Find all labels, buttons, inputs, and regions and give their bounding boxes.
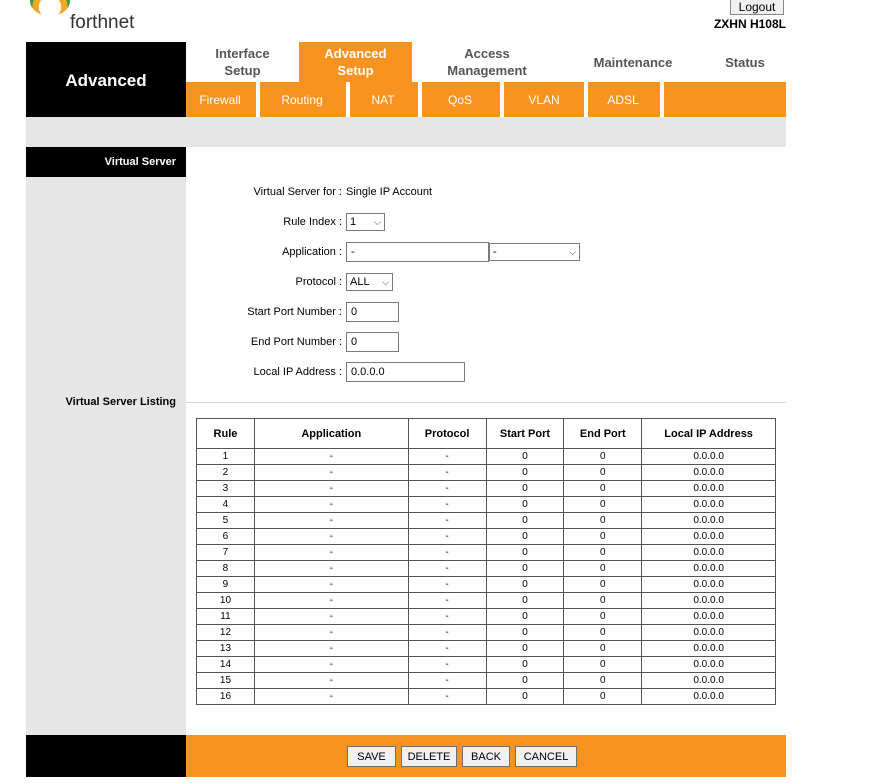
end-port-label: End Port Number : [250,336,342,348]
cell-start-port: 0 [486,545,564,561]
cell-end-port: 0 [564,577,642,593]
brand-name: forthnet [70,12,135,33]
content-top-bar [26,117,786,147]
cell-start-port: 0 [486,673,564,689]
virtual-server-table [196,418,776,705]
cell-local-ip: 0.0.0.0 [642,609,776,625]
cell-end-port: 0 [564,673,642,689]
table-row [197,657,776,673]
cell-protocol: - [408,673,486,689]
cell-protocol: - [408,689,486,705]
cell-local-ip: 0.0.0.0 [642,577,776,593]
chevron-down-icon: ⌵ [382,276,389,287]
tab-interface-setup[interactable] [186,42,299,82]
left-column [26,147,186,735]
cell-application: - [254,593,408,609]
cell-protocol: - [408,625,486,641]
nav-section-panel [26,42,186,117]
cell-start-port: 0 [486,609,564,625]
cell-rule: 11 [197,609,255,625]
subnav-divider [660,82,664,117]
table-row [197,641,776,657]
tab-maintenance[interactable] [562,42,704,82]
cell-start-port: 0 [486,497,564,513]
section-divider [186,402,786,403]
cell-application: - [254,465,408,481]
cell-end-port: 0 [564,513,642,529]
cell-end-port: 0 [564,481,642,497]
cell-application: - [254,529,408,545]
table-row [197,497,776,513]
tab-access-management[interactable] [412,42,562,82]
cell-protocol: - [408,609,486,625]
table-row [197,609,776,625]
cell-start-port: 0 [486,641,564,657]
cell-rule: 3 [197,481,255,497]
cell-protocol: - [408,449,486,465]
application-select[interactable] [489,243,580,261]
cell-application: - [254,449,408,465]
cell-end-port: 0 [564,641,642,657]
cell-rule: 14 [197,657,255,673]
cell-local-ip: 0.0.0.0 [642,529,776,545]
tab-maintenance-label: Maintenance [593,54,673,70]
cell-rule: 16 [197,689,255,705]
save-button[interactable]: SAVE [347,746,396,767]
sub-nav [186,82,786,117]
account-value: Single IP Account [346,186,433,198]
rule-index-value: 1 [350,216,357,228]
cell-local-ip: 0.0.0.0 [642,625,776,641]
column-header-end-port: End Port [564,419,642,449]
tab-access-management-label: Access Management [447,46,527,78]
cell-application: - [254,561,408,577]
cell-protocol: - [408,641,486,657]
subtab-vlan[interactable]: VLAN [528,92,560,107]
local-ip-input[interactable] [346,362,465,382]
cancel-button[interactable]: CANCEL [515,746,577,767]
protocol-select[interactable] [346,273,393,291]
local-ip-label: Local IP Address : [253,366,342,378]
cell-end-port: 0 [564,545,642,561]
cell-start-port: 0 [486,513,564,529]
column-header-local-ip: Local IP Address [642,419,776,449]
back-button[interactable]: BACK [462,746,510,767]
account-label: Virtual Server for : [253,186,342,198]
subtab-qos[interactable]: QoS [447,92,472,107]
cell-rule: 13 [197,641,255,657]
cell-end-port: 0 [564,497,642,513]
column-header-application: Application [254,419,408,449]
cell-local-ip: 0.0.0.0 [642,449,776,465]
tab-advanced-setup-label: Advanced Setup [324,46,387,78]
cell-local-ip: 0.0.0.0 [642,641,776,657]
cell-start-port: 0 [486,689,564,705]
cell-rule: 12 [197,625,255,641]
cell-end-port: 0 [564,561,642,577]
rule-index-select[interactable] [346,213,385,231]
chevron-down-icon: ⌵ [374,216,381,227]
cell-application: - [254,689,408,705]
section-label-virtual-server: Virtual Server [26,147,186,177]
cell-local-ip: 0.0.0.0 [642,513,776,529]
cell-rule: 2 [197,465,255,481]
table-row [197,481,776,497]
table-header-row [197,419,776,449]
chevron-down-icon: ⌵ [569,246,576,257]
cell-rule: 15 [197,673,255,689]
cell-local-ip: 0.0.0.0 [642,593,776,609]
cell-end-port: 0 [564,657,642,673]
cell-rule: 4 [197,497,255,513]
table-row [197,577,776,593]
column-header-protocol: Protocol [408,419,486,449]
cell-start-port: 0 [486,481,564,497]
cell-local-ip: 0.0.0.0 [642,673,776,689]
cell-protocol: - [408,593,486,609]
tab-status[interactable] [704,42,786,82]
table-body [197,449,776,705]
rule-index-label: Rule Index : [283,216,342,228]
cell-rule: 8 [197,561,255,577]
cell-rule: 1 [197,449,255,465]
subtab-routing[interactable]: Routing [281,92,323,107]
tab-status-label: Status [725,54,765,70]
subtab-firewall[interactable]: Firewall [199,92,241,107]
cell-rule: 10 [197,593,255,609]
subtab-nat[interactable]: NAT [371,92,395,107]
table-row [197,689,776,705]
cell-end-port: 0 [564,609,642,625]
cell-protocol: - [408,657,486,673]
column-header-start-port: Start Port [486,419,564,449]
table-row [197,465,776,481]
tab-interface-setup-label: Interface Setup [215,46,270,78]
cell-start-port: 0 [486,561,564,577]
cell-local-ip: 0.0.0.0 [642,497,776,513]
cell-rule: 9 [197,577,255,593]
protocol-label: Protocol : [295,276,342,288]
cell-protocol: - [408,513,486,529]
cell-protocol: - [408,497,486,513]
cell-end-port: 0 [564,625,642,641]
application-input[interactable] [346,242,489,262]
cell-local-ip: 0.0.0.0 [642,481,776,497]
cell-local-ip: 0.0.0.0 [642,689,776,705]
cell-local-ip: 0.0.0.0 [642,545,776,561]
cell-start-port: 0 [486,593,564,609]
cell-protocol: - [408,545,486,561]
protocol-value: ALL [350,276,370,288]
cell-end-port: 0 [564,689,642,705]
cell-end-port: 0 [564,465,642,481]
cell-application: - [254,481,408,497]
cell-rule: 5 [197,513,255,529]
cell-protocol: - [408,529,486,545]
column-header-rule: Rule [197,419,255,449]
table-row [197,625,776,641]
cell-application: - [254,641,408,657]
cell-application: - [254,673,408,689]
start-port-label: Start Port Number : [247,306,342,318]
cell-local-ip: 0.0.0.0 [642,465,776,481]
cell-start-port: 0 [486,529,564,545]
cell-start-port: 0 [486,657,564,673]
cell-start-port: 0 [486,449,564,465]
footer-left-panel [26,735,186,777]
cell-application: - [254,513,408,529]
application-label: Application : [282,246,342,258]
cell-protocol: - [408,465,486,481]
end-port-input[interactable] [346,332,399,352]
cell-start-port: 0 [486,465,564,481]
cell-rule: 6 [197,529,255,545]
device-model: ZXHN H108L [713,17,786,31]
nav-section-title: Advanced [65,71,147,90]
delete-button[interactable]: DELETE [401,746,457,767]
cell-local-ip: 0.0.0.0 [642,561,776,577]
table-row [197,673,776,689]
cell-rule: 7 [197,545,255,561]
cell-end-port: 0 [564,593,642,609]
start-port-input[interactable] [346,302,399,322]
table-row [197,593,776,609]
cell-application: - [254,657,408,673]
table-row [197,561,776,577]
application-select-value: - [493,246,497,258]
subtab-adsl[interactable]: ADSL [607,92,639,107]
cell-start-port: 0 [486,625,564,641]
logo-mark-icon [30,0,70,16]
forthnet-logo [26,0,156,36]
cell-application: - [254,545,408,561]
table-row [197,545,776,561]
tab-advanced-setup[interactable] [299,42,412,82]
cell-end-port: 0 [564,449,642,465]
cell-application: - [254,609,408,625]
cell-application: - [254,497,408,513]
table-row [197,529,776,545]
cell-application: - [254,625,408,641]
main-nav [186,42,786,82]
cell-application: - [254,577,408,593]
cell-protocol: - [408,561,486,577]
table-row [197,449,776,465]
cell-protocol: - [408,481,486,497]
cell-protocol: - [408,577,486,593]
section-label-virtual-server-listing: Virtual Server Listing [65,396,176,408]
logout-button[interactable]: Logout [730,0,784,15]
cell-local-ip: 0.0.0.0 [642,657,776,673]
cell-end-port: 0 [564,529,642,545]
table-row [197,513,776,529]
cell-start-port: 0 [486,577,564,593]
